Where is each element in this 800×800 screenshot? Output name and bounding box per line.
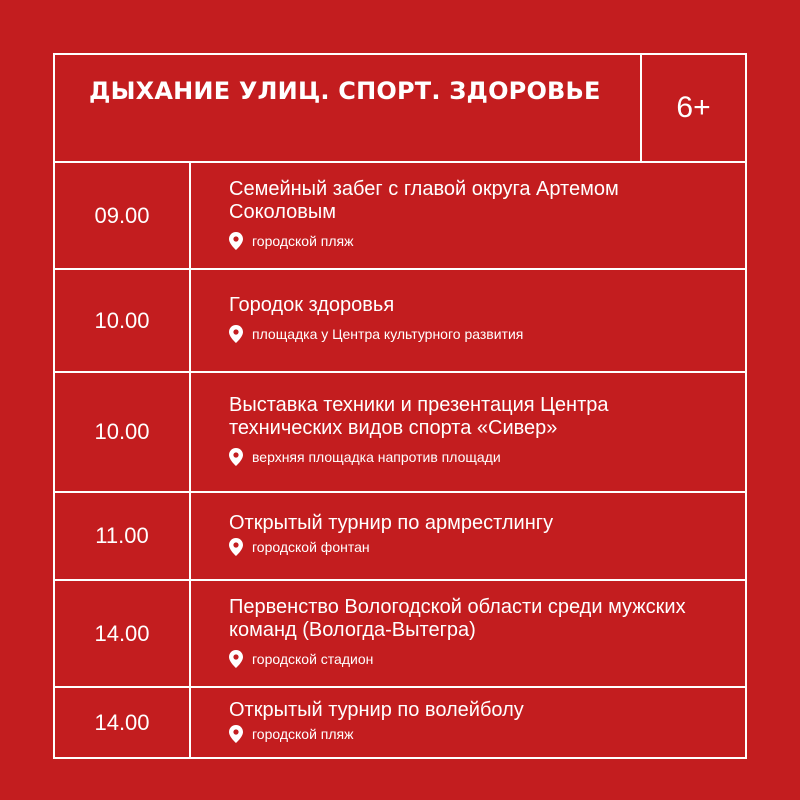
event-location-text: площадка у Центра культурного развития: [252, 326, 524, 342]
event-location-text: городской пляж: [252, 725, 354, 742]
age-rating-badge: 6+: [640, 55, 745, 161]
map-pin-icon: [229, 232, 243, 250]
event-location: [229, 538, 745, 556]
event-details: [229, 688, 745, 757]
event-title: Открытый турнир по армрестлингу: [229, 512, 554, 534]
event-details: [229, 163, 745, 268]
event-location: [229, 448, 745, 466]
schedule-row: [55, 688, 745, 757]
event-time: 11.00: [55, 493, 191, 579]
event-title: Выставка техники и презентация Центра технических видов спорта «Сивер»: [229, 394, 609, 439]
event-location: [229, 725, 745, 743]
event-details: [229, 581, 745, 686]
map-pin-icon: [229, 650, 243, 668]
map-pin-icon: [229, 448, 243, 466]
schedule-table: [53, 53, 747, 759]
schedule-row: [55, 373, 745, 493]
event-details: [229, 270, 745, 371]
event-location: [229, 232, 745, 250]
schedule-row: [55, 493, 745, 581]
schedule-header: [55, 55, 745, 163]
event-time: 10.00: [55, 373, 191, 491]
event-time: 10.00: [55, 270, 191, 371]
event-time: 14.00: [55, 581, 191, 686]
event-title: Открытый турнир по волейболу: [229, 698, 524, 721]
event-location-text: верхняя площадка напротив площади: [252, 449, 501, 465]
event-title: Городок здоровья: [229, 294, 395, 316]
event-location: [229, 650, 745, 668]
schedule-row: [55, 270, 745, 373]
page-title: ДЫХАНИЕ УЛИЦ. СПОРТ. ЗДОРОВЬЕ: [89, 77, 601, 105]
event-details: [229, 373, 745, 491]
schedule-row: [55, 163, 745, 270]
event-location-text: городской стадион: [252, 650, 374, 667]
schedule-row: [55, 581, 745, 688]
event-details: [229, 493, 745, 579]
map-pin-icon: [229, 725, 243, 743]
event-title: Семейный забег с главой округа Артемом Соколовым: [229, 177, 619, 223]
event-location-text: городской пляж: [252, 232, 354, 249]
event-title: Первенство Вологодской области среди мужских команд (Вологда-Вытегра): [229, 595, 686, 641]
event-location: [229, 325, 745, 343]
map-pin-icon: [229, 325, 243, 343]
event-location-text: городской фонтан: [252, 539, 370, 555]
event-time: 14.00: [55, 688, 191, 757]
event-time: 09.00: [55, 163, 191, 268]
map-pin-icon: [229, 538, 243, 556]
